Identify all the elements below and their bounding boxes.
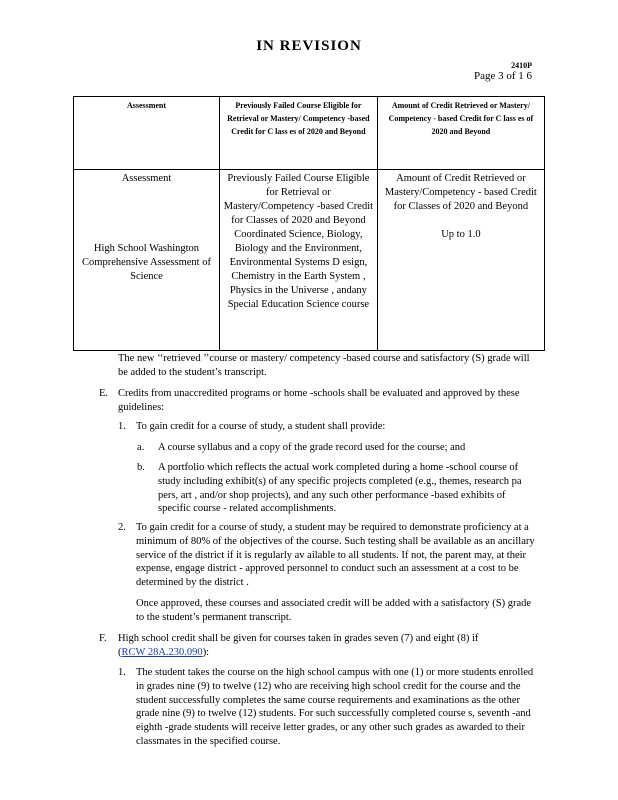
cell-courses-heading: Previously Failed Course Eligible for Retrieval or Mastery/Competency -based Credit for Classes of 2020 and Beyond — [223, 173, 374, 226]
assessment-table — [73, 96, 545, 351]
section-e-item2-label: 2. — [118, 522, 126, 533]
cell-assessment-heading: Assessment — [121, 173, 172, 184]
table-cell-credit — [377, 170, 544, 351]
section-f-label: F. — [99, 633, 107, 644]
cell-credit-heading: Amount of Credit Retrieved or Mastery/Competency - based Credit for Classes of 2020 and Beyond — [384, 173, 537, 212]
section-e-item2-followup: Once approved, these courses and associated credit will be added with a satisfactory (S) grade to the student’s permanent transcript. — [136, 598, 532, 623]
section-e-text: Credits from unaccredited programs or home -schools shall be evaluated and approved by these guidelines: — [118, 388, 520, 413]
section-f-text: High school credit shall be given for courses taken in grades seven (7) and eight (8) if — [118, 633, 479, 644]
section-e-item1a-text: A course syllabus and a copy of the grade record used for the course; and — [158, 442, 466, 453]
rcw-link[interactable]: RCW 28A.230.090 — [121, 646, 203, 658]
header-eligible-course: Previously Failed Course Eligible for Retrieval or Mastery/ Competency -based Credit for C lass es of 2020 and Beyond — [220, 97, 378, 170]
section-e-item1b-text: A portfolio which reflects the actual work completed during a home -school course of study including exhibit(s) of any specific projects completed (e.g., themes, research pa pers, art , and/or shop projects), and any such other performance -based exhibits of specific course - related accomplishments. — [158, 462, 522, 515]
header-assessment: Assessment — [74, 97, 220, 170]
section-f-paragraph — [118, 632, 536, 660]
transcript-note: The new ‘‘retrieved ’’course or mastery/ competency -based course and satisfactory (S) grade will be added to the student’s transcript. — [118, 353, 530, 378]
rcw-link-close: ): — [202, 646, 210, 658]
cell-assessment-name: High School Washington Comprehensive Assessment of Science — [82, 243, 211, 282]
document-number: 2410P — [511, 61, 532, 70]
cell-credit-amount: Up to 1.0 — [441, 229, 481, 240]
rcw-link-open: ( — [118, 646, 122, 658]
section-f-item1-label: 1. — [118, 667, 126, 678]
section-f-item1-text: The student takes the course on the high school campus with one (1) or more students enrolled in grades nine (9) to twelve (12) who are receiving high school credit for the course and the student successfully completes the same course requirements and examinations as the other grade nine (9) to twelve (12) students. For such successfully completed course s, seventh -and eighth -grade students will receive letter grades, or any other such grades as awarded to their classmates in the specified course. — [136, 667, 534, 747]
cell-courses-list: Coordinated Science, Biology, Biology and the Environment, Environmental Systems D esign, Chemistry in the Earth System , Physics in the Universe , andany Special Education Science course — [227, 229, 370, 310]
section-e-label: E. — [99, 388, 109, 399]
page-number: Page 3 of 1 6 — [473, 70, 532, 82]
table-row — [74, 170, 545, 351]
section-e-item1a-label: a. — [137, 442, 145, 453]
section-e-item1-label: 1. — [118, 421, 126, 432]
header-credit-amount: Amount of Credit Retrieved or Mastery/ Competency - based Credit for C lass es of 2020 and Beyond — [377, 97, 544, 170]
table-cell-assessment — [74, 170, 220, 351]
table-cell-courses — [220, 170, 378, 351]
section-e-item1b-label: b. — [137, 462, 145, 473]
table-header-row — [74, 97, 545, 170]
page-title: IN REVISION — [256, 38, 362, 54]
section-e-item1-text: To gain credit for a course of study, a student shall provide: — [136, 421, 386, 432]
section-e-item2-text: To gain credit for a course of study, a student may be required to demonstrate proficiency at a minimum of 80% of the objectives of the course. Such testing shall be available as an ancillary service of the district if it is regularly av ailable to all students. If not, the parent may, at their expense, engage district - approved personnel to conduct such an assessment at a cost to be determined by the district . — [136, 522, 535, 589]
